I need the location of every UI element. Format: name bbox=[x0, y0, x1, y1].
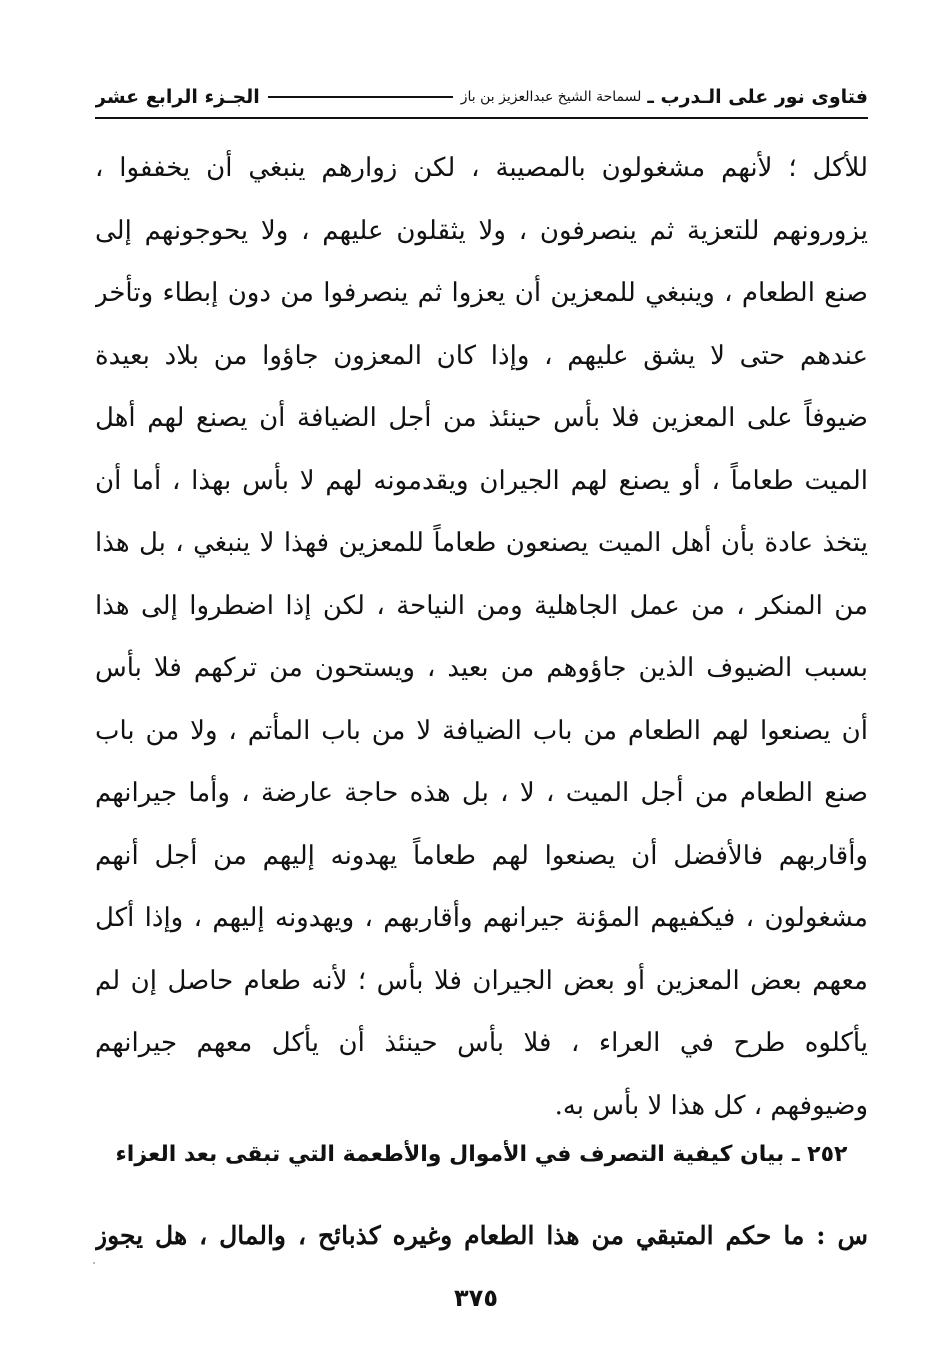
text-line: مشغولون ، فيكفيهم المؤنة جيرانهم وأقاربهم ، ويهدونه إليهم ، وإذا أكل bbox=[95, 903, 868, 933]
body-text bbox=[95, 137, 868, 1137]
running-header bbox=[95, 80, 868, 114]
text-line: معهم بعض المعزين أو بعض الجيران فلا بأس ؛ لأنه طعام حاصل إن لم bbox=[95, 965, 868, 996]
text-line: وأقاربهم فالأفضل أن يصنعوا لهم طعاماً يهدونه إليهم من أجل أنهم bbox=[95, 840, 868, 871]
scan-speck bbox=[93, 1262, 95, 1264]
text-line: للأكل ؛ لأنهم مشغولون بالمصيبة ، لكن زوارهم ينبغي أن يخففوا ، bbox=[95, 153, 868, 183]
header-title-group bbox=[461, 86, 868, 108]
page-number: ٣٧٥ bbox=[454, 1284, 498, 1312]
section-heading: ٢٥٢ ـ بيان كيفية التصرف في الأموال والأطعمة التي تبقى بعد العزاء bbox=[115, 1142, 848, 1167]
text-line: الميت طعاماً ، أو يصنع لهم الجيران ويقدمونه لهم لا بأس بهذا ، أما أن bbox=[95, 465, 868, 496]
text-line: من المنكر ، من عمل الجاهلية ومن النياحة ، لكن إذا اضطروا إلى هذا bbox=[95, 590, 868, 621]
text-line: يأكلوه طرح في العراء ، فلا بأس حينئذ أن يأكل معهم جيرانهم bbox=[95, 1028, 868, 1058]
text-line: صنع الطعام من أجل الميت ، لا ، بل هذه حاجة عارضة ، وأما جيرانهم bbox=[95, 778, 868, 808]
text-line: صنع الطعام ، وينبغي للمعزين أن يعزوا ثم ينصرفوا من دون إبطاء وتأخر bbox=[95, 278, 868, 308]
book-title: فتاوى نور على الـدرب ـ bbox=[647, 86, 868, 108]
text-line: وضيوفهم ، كل هذا لا بأس به. bbox=[554, 1090, 868, 1121]
text-line: أن يصنعوا لهم الطعام من باب الضيافة لا من باب المأتم ، ولا من باب bbox=[95, 715, 868, 746]
header-divider bbox=[95, 117, 868, 119]
question-line: س : ما حكم المتبقي من هذا الطعام وغيره كذبائح ، والمال ، هل يجوز bbox=[95, 1221, 868, 1250]
volume-part: الجـزء الرابع عشر bbox=[95, 86, 260, 108]
header-rule bbox=[268, 96, 453, 98]
book-author: لسماحة الشيخ عبدالعزيز بن باز bbox=[460, 89, 642, 105]
text-line: عندهم حتى لا يشق عليهم ، وإذا كان المعزون جاؤوا من بلاد بعيدة bbox=[95, 340, 868, 371]
text-line: يزورونهم للتعزية ثم ينصرفون ، ولا يثقلون عليهم ، ولا يحوجونهم إلى bbox=[95, 215, 868, 246]
text-line: ضيوفاً على المعزين فلا بأس حينئذ من أجل الضيافة أن يصنع لهم أهل bbox=[95, 403, 868, 433]
text-line: يتخذ عادة بأن أهل الميت يصنعون طعاماً للمعزين فهذا لا ينبغي ، بل هذا bbox=[95, 528, 868, 558]
text-line: بسبب الضيوف الذين جاؤوهم من بعيد ، ويستحون من تركهم فلا بأس bbox=[95, 653, 868, 683]
